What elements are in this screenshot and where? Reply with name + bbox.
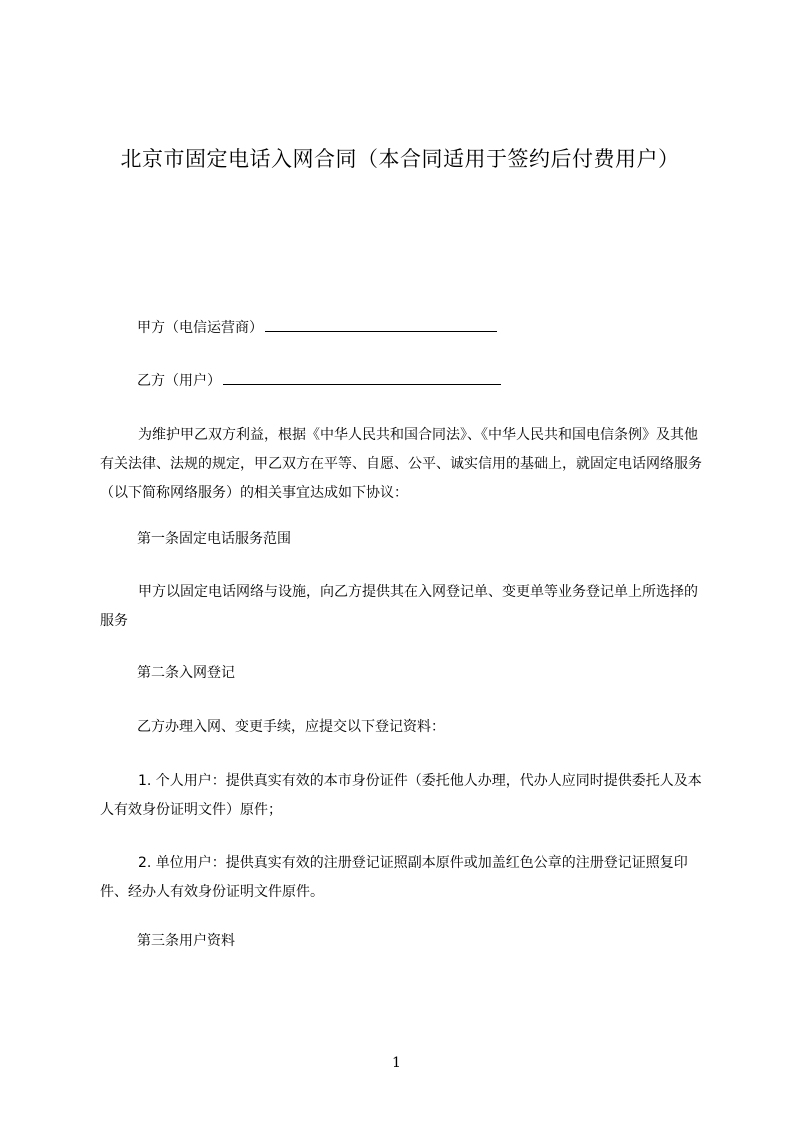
article2-item2: 2. 单位用户：提供真实有效的注册登记证照副本原件或加盖红色公章的注册登记证照复印件、经办人有效身份证明文件原件。 — [100, 855, 688, 900]
party-a-blank — [265, 315, 497, 332]
article1-body: 甲方以固定电话网络与设施，向乙方提供其在入网登记单、变更单等业务登记单上所选择的服务 — [100, 584, 698, 629]
intro-paragraph: 为维护甲乙双方利益，根据《中华人民共和国合同法》、《中华人民共和国电信条例》及其他有关法律、法规的规定，甲乙双方在平等、自愿、公平、诚实信用的基础上，就固定电话网络服务（以下简称网络服务）的相关事宜达成如下协议： — [100, 427, 702, 501]
article2-lead: 乙方办理入网、变更手续，应提交以下登记资料： — [137, 719, 445, 735]
article2-item1: 1. 个人用户：提供真实有效的本市身份证件（委托他人办理，代办人应同时提供委托人及本人有效身份证明文件）原件； — [100, 773, 702, 818]
party-a-label: 甲方（电信运营商） — [137, 320, 263, 336]
party-b-blank — [223, 368, 501, 385]
article1-heading: 第一条固定电话服务范围 — [137, 531, 291, 547]
page-number: 1 — [392, 1055, 401, 1071]
document-title: 北京市固定电话入网合同（本合同适用于签约后付费用户） — [120, 147, 680, 171]
article2-heading: 第二条入网登记 — [137, 665, 235, 681]
party-b-line — [137, 368, 501, 394]
party-a-line — [137, 315, 497, 341]
party-b-label: 乙方（用户） — [137, 373, 221, 389]
article3-heading: 第三条用户资料 — [137, 933, 235, 949]
